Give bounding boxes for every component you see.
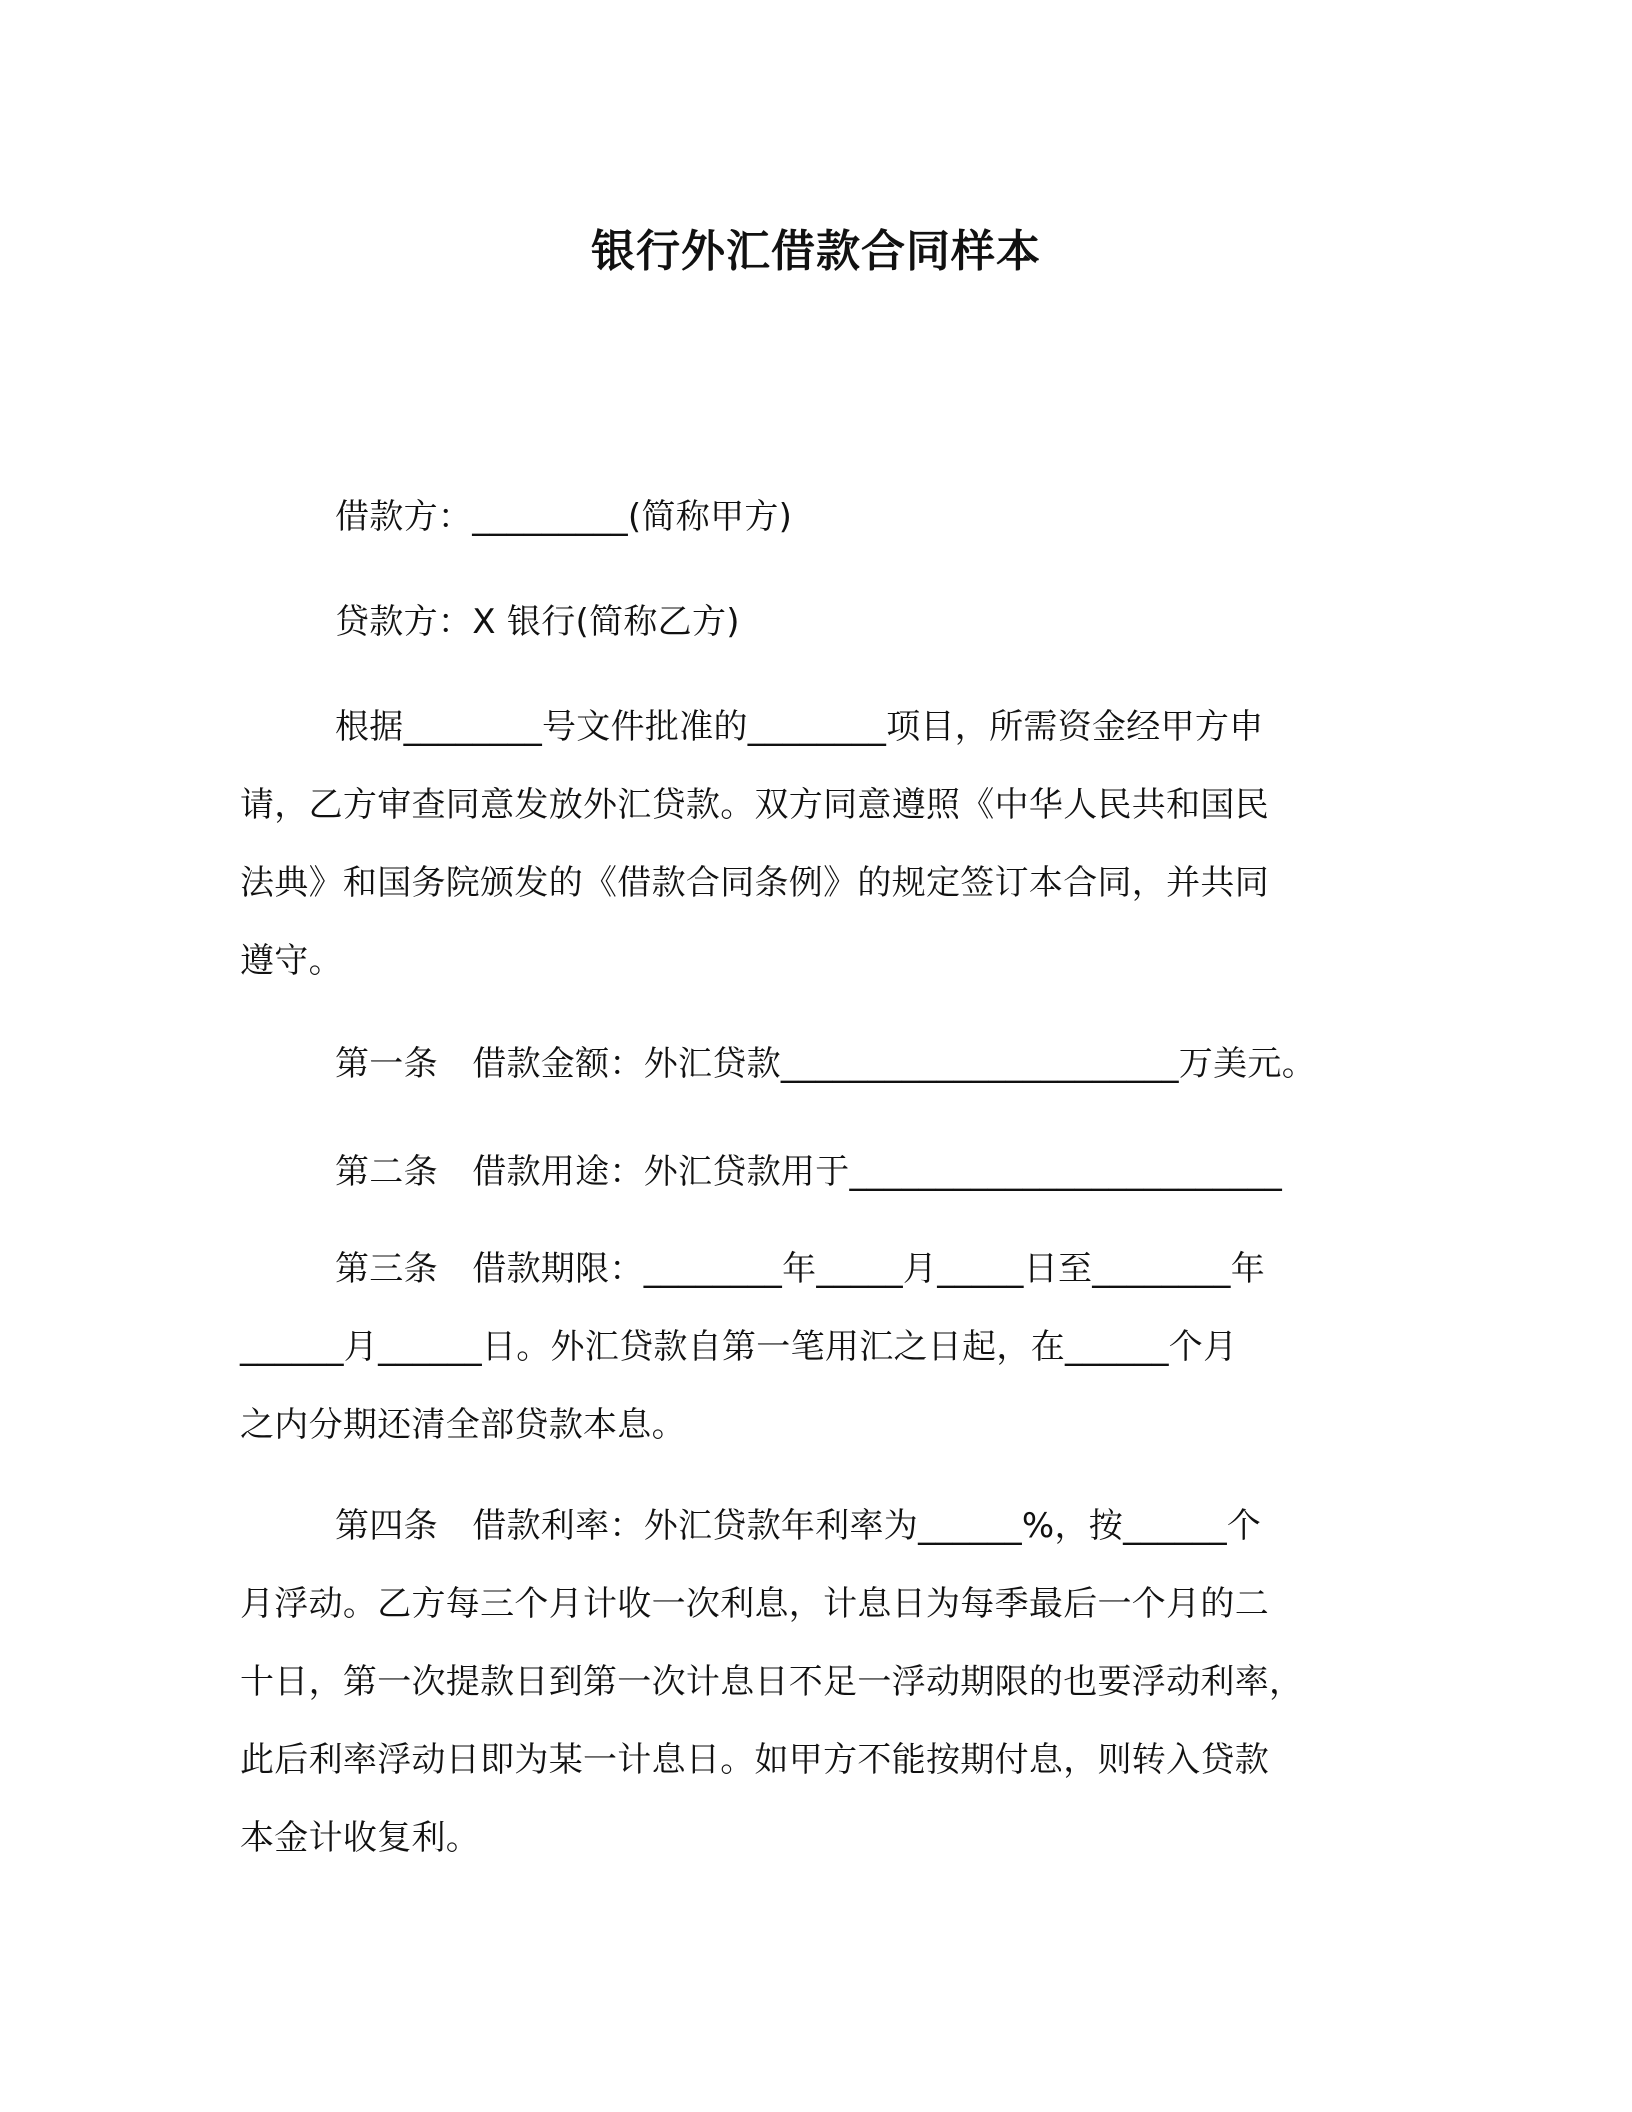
lender-paragraph <box>240 583 1380 661</box>
article-3-paragraph <box>240 1230 1380 1464</box>
paragraph-line: 借款方：_________(简称甲方) <box>335 497 793 537</box>
article-1-paragraph <box>240 1025 1380 1103</box>
paragraph-line: 十日，第一次提款日到第一次计息日不足一浮动期限的也要浮动利率， <box>240 1662 1304 1702</box>
paragraph-line: 遵守。 <box>240 941 343 981</box>
paragraph-line: 月浮动。乙方每三个月计收一次利息，计息日为每季最后一个月的二 <box>240 1584 1269 1624</box>
article-4-paragraph <box>240 1487 1380 1877</box>
paragraph-line: 此后利率浮动日即为某一计息日。如甲方不能按期付息，则转入贷款 <box>240 1740 1269 1780</box>
paragraph-line: 请，乙方审查同意发放外汇贷款。双方同意遵照《中华人民共和国民 <box>240 785 1269 825</box>
paragraph-line: 之内分期还清全部贷款本息。 <box>240 1405 686 1445</box>
paragraph-line: 第二条 借款用途：外汇贷款用于_________________________ <box>335 1152 1282 1192</box>
paragraph-line: 第四条 借款利率：外汇贷款年利率为______%，按______个 <box>335 1506 1262 1546</box>
paragraph-line: 第一条 借款金额：外汇贷款_______________________万美元。 <box>335 1044 1316 1084</box>
paragraph-line: 法典》和国务院颁发的《借款合同条例》的规定签订本合同，并共同 <box>240 863 1269 903</box>
article-2-paragraph <box>240 1133 1380 1211</box>
paragraph-line: 本金计收复利。 <box>240 1818 481 1858</box>
paragraph-line: 根据________号文件批准的________项目，所需资金经甲方申 <box>335 707 1264 747</box>
preamble-paragraph <box>240 688 1380 1000</box>
paragraph-line: ______月______日。外汇贷款自第一笔用汇之日起，在______个月 <box>240 1327 1238 1367</box>
paragraph-line: 第三条 借款期限：________年_____月_____日至________年 <box>335 1249 1265 1289</box>
borrower-paragraph <box>240 478 1380 556</box>
document-title: 银行外汇借款合同样本 <box>591 226 1041 277</box>
paragraph-line: 贷款方：X 银行(简称乙方) <box>335 602 740 642</box>
